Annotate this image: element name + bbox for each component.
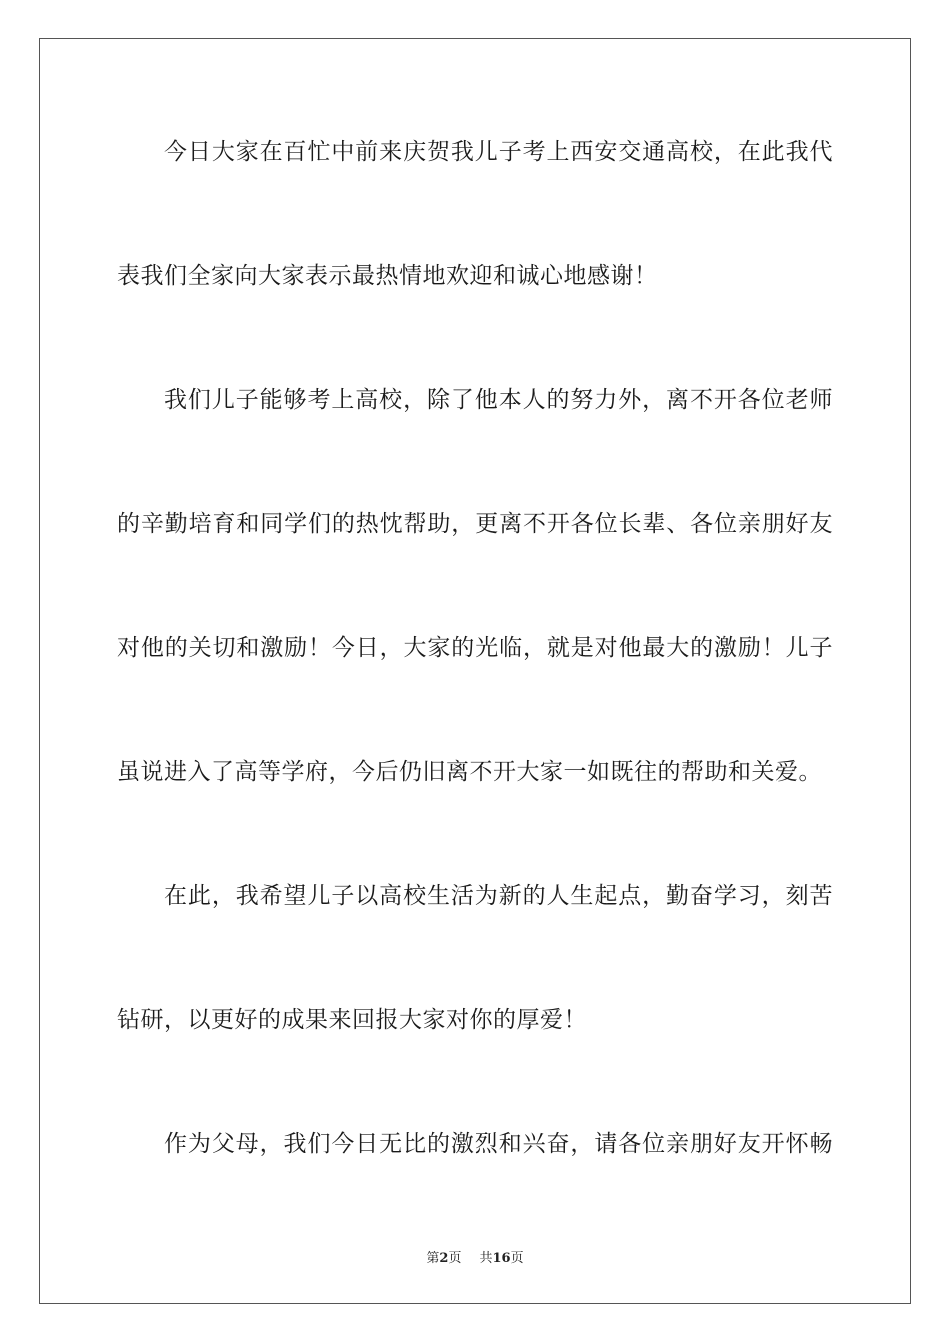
page-footer	[0, 1247, 950, 1266]
paragraph-1-line-2: 表我们全家向大家表示最热情地欢迎和诚心地感谢！	[117, 263, 658, 289]
paragraph-2-line-4: 虽说进入了高等学府，今后仍旧离不开大家一如既往的帮助和关爱。	[117, 759, 822, 785]
page-suffix: 页	[448, 1251, 462, 1266]
paragraph-4-line-1: 作为父母，我们今日无比的激烈和兴奋，请各位亲朋好友开怀畅	[164, 1131, 833, 1157]
paragraph-2-line-2: 的辛勤培育和同学们的热忱帮助，更离不开各位长辈、各位亲朋好友	[117, 511, 833, 537]
document-body	[117, 124, 833, 1240]
paragraph-3-line-1: 在此，我希望儿子以高校生活为新的人生起点，勤奋学习，刻苦	[164, 883, 833, 909]
paragraph-2-line-3: 对他的关切和激励！今日，大家的光临，就是对他最大的激励！儿子	[117, 635, 833, 661]
page-number: 2	[439, 1251, 449, 1266]
paragraph-1-line-1: 今日大家在百忙中前来庆贺我儿子考上西安交通高校，在此我代	[164, 139, 833, 165]
paragraph-2-line-1: 我们儿子能够考上高校，除了他本人的努力外，离不开各位老师	[164, 387, 833, 413]
page-prefix: 第	[426, 1251, 440, 1266]
total-pages: 16	[492, 1251, 511, 1266]
paragraph-3-line-2: 钻研，以更好的成果来回报大家对你的厚爱！	[117, 1007, 587, 1033]
total-suffix: 页	[510, 1251, 524, 1266]
total-prefix: 共	[479, 1251, 493, 1266]
